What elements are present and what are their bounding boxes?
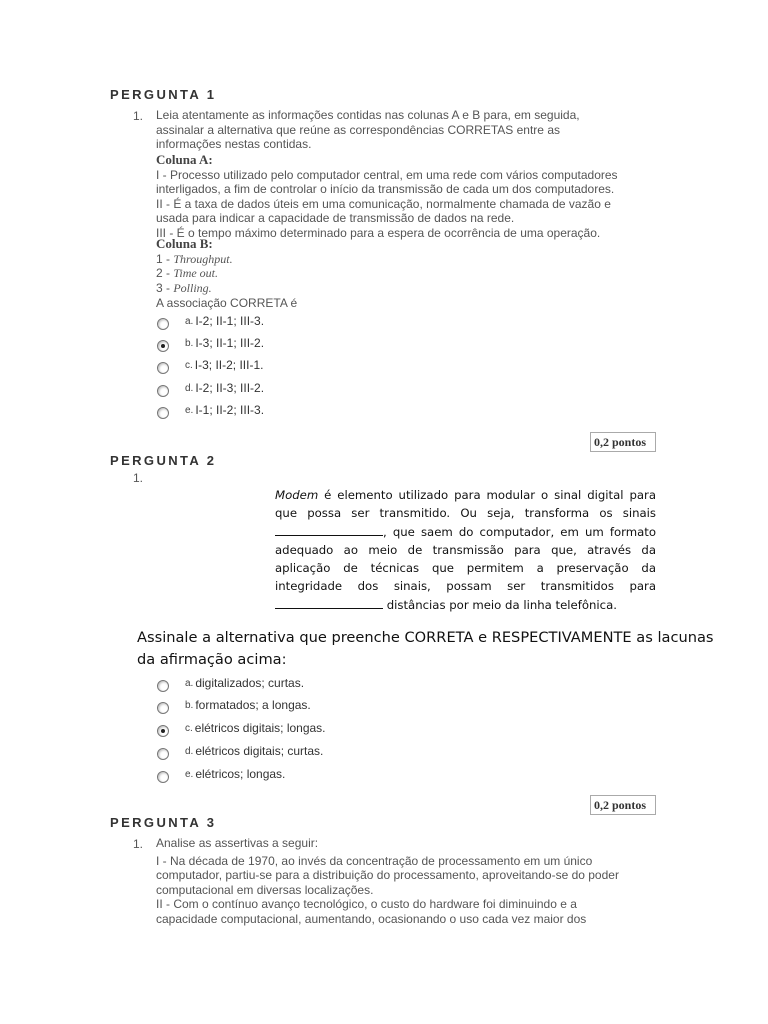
q2-option-c[interactable] bbox=[157, 719, 326, 737]
column-a-line: II - É a taxa de dados úteis em uma comunicação, normalmente chamada de vazão e bbox=[156, 196, 611, 211]
option-letter: c. bbox=[185, 359, 193, 371]
radio-button[interactable] bbox=[157, 385, 169, 397]
option-text: digitalizados; curtas. bbox=[195, 676, 305, 690]
question-2-instruction bbox=[137, 627, 714, 671]
question-3-text bbox=[156, 836, 676, 926]
paragraph-line: integridade dos sinais, possam ser transmitidos para bbox=[275, 579, 656, 594]
q1-option-b[interactable] bbox=[157, 334, 264, 352]
prompt-line: informações nestas contidas. bbox=[156, 137, 312, 151]
radio-button[interactable] bbox=[157, 407, 169, 419]
instruction-line: Assinale a alternativa que preenche CORRETA e RESPECTIVAMENTE as lacunas bbox=[137, 629, 714, 646]
q2-option-e[interactable] bbox=[157, 765, 285, 783]
q3-line: I - Na década de 1970, ao invés da concentração de processamento em um único bbox=[156, 853, 593, 868]
column-a-title: Coluna A: bbox=[156, 152, 213, 167]
question-3-number: 1. bbox=[133, 837, 144, 851]
question-1-number: 1. bbox=[133, 109, 144, 123]
option-text: formatados; a longas. bbox=[195, 698, 311, 712]
column-b-item bbox=[156, 266, 661, 281]
option-letter: e. bbox=[185, 404, 194, 416]
option-text: I-2; II-1; III-3. bbox=[195, 314, 265, 328]
paragraph-line bbox=[275, 486, 656, 504]
paragraph-line bbox=[275, 523, 656, 541]
question-2-heading: PERGUNTA 2 bbox=[110, 453, 217, 468]
q3-line: computacional em diversas localizações. bbox=[156, 882, 374, 897]
option-letter: b. bbox=[185, 337, 194, 349]
paragraph-line-text: distâncias por meio da linha telefônica. bbox=[383, 597, 617, 612]
option-text: I-1; II-2; III-3. bbox=[195, 403, 265, 417]
modem-term: Modem bbox=[275, 488, 319, 502]
column-b-item bbox=[156, 281, 661, 296]
q1-option-a[interactable] bbox=[157, 312, 264, 330]
column-a-line: I - Processo utilizado pelo computador central, em uma rede com vários computadores bbox=[156, 167, 618, 182]
column-a-line: III - É o tempo máximo determinado para a espera de ocorrência de uma operação. bbox=[156, 225, 601, 240]
option-letter: b. bbox=[185, 699, 194, 711]
option-text: elétricos digitais; longas. bbox=[194, 721, 326, 735]
q3-line: capacidade computacional, aumentando, ocasionando o uso cada vez maior dos bbox=[156, 911, 587, 926]
association-prompt: A associação CORRETA é bbox=[156, 296, 298, 310]
column-b-item-prefix: 3 - bbox=[156, 280, 174, 295]
option-text: elétricos digitais; curtas. bbox=[195, 744, 324, 758]
column-b-block bbox=[156, 237, 661, 311]
option-letter: d. bbox=[185, 745, 194, 757]
q3-line: computador, partiu-se para a distribuição do processamento, aproveitando-se do poder bbox=[156, 868, 619, 882]
question-1-heading: PERGUNTA 1 bbox=[110, 87, 217, 102]
instruction-line: da afirmação acima: bbox=[137, 651, 287, 668]
column-b-title: Coluna B: bbox=[156, 236, 213, 251]
paragraph-line: que possa ser transmitido. Ou seja, transforma os sinais bbox=[275, 506, 656, 521]
q2-option-d[interactable] bbox=[157, 742, 323, 760]
radio-button[interactable] bbox=[157, 748, 169, 760]
question-2-paragraph-image bbox=[275, 486, 656, 614]
option-letter: a. bbox=[185, 677, 194, 689]
q2-points-badge: 0,2 pontos bbox=[590, 795, 656, 815]
q2-option-b[interactable] bbox=[157, 696, 311, 714]
prompt-line: assinalar a alternativa que reúne as correspondências CORRETAS entre as bbox=[156, 122, 560, 137]
q2-option-a[interactable] bbox=[157, 674, 304, 692]
column-b-item-prefix: 2 - bbox=[156, 266, 174, 280]
column-b-item-term: Time out. bbox=[173, 266, 219, 280]
q1-points-badge: 0,2 pontos bbox=[590, 432, 656, 452]
column-b-item-term: Throughput. bbox=[173, 251, 233, 266]
option-letter: a. bbox=[185, 315, 194, 327]
radio-button[interactable] bbox=[157, 680, 169, 692]
option-letter: e. bbox=[185, 768, 194, 780]
question-3-heading: PERGUNTA 3 bbox=[110, 815, 217, 830]
blank-1 bbox=[275, 523, 383, 536]
blank-2 bbox=[275, 596, 383, 609]
column-a-line: usada para indicar a capacidade de transmissão de dados na rede. bbox=[156, 211, 515, 225]
prompt-line: Leia atentamente as informações contidas nas colunas A e B para, em seguida, bbox=[156, 108, 580, 122]
option-text: elétricos; longas. bbox=[195, 767, 286, 781]
paragraph-line-text: é elemento utilizado para modular o sinal digital para bbox=[318, 488, 656, 502]
paragraph-line bbox=[275, 596, 656, 614]
radio-button-selected[interactable] bbox=[157, 340, 169, 352]
q1-option-e[interactable] bbox=[157, 401, 264, 419]
paragraph-line-text: , que saem do computador, em um formato bbox=[383, 524, 656, 539]
question-1-prompt bbox=[156, 108, 661, 152]
radio-button[interactable] bbox=[157, 771, 169, 783]
paragraph-line: adequado ao meio de transmissão para que, através da bbox=[275, 542, 656, 557]
option-letter: d. bbox=[185, 382, 194, 394]
column-a-line: interligados, a fim de controlar o início da transmissão de cada um dos computadores. bbox=[156, 182, 615, 196]
option-letter: c. bbox=[185, 722, 193, 734]
q3-line: Analise as assertivas a seguir: bbox=[156, 836, 319, 850]
option-text: I-2; II-3; III-2. bbox=[195, 381, 265, 395]
radio-button[interactable] bbox=[157, 362, 169, 374]
column-a-block bbox=[156, 153, 661, 240]
option-text: I-3; II-2; III-1. bbox=[194, 358, 264, 372]
column-b-item-prefix: 1 - bbox=[156, 251, 174, 266]
radio-button[interactable] bbox=[157, 702, 169, 714]
question-2-number: 1. bbox=[133, 471, 144, 485]
q3-line: II - Com o contínuo avanço tecnológico, o custo do hardware foi diminuindo e a bbox=[156, 897, 577, 911]
radio-button[interactable] bbox=[157, 318, 169, 330]
column-b-item-term: Polling. bbox=[173, 280, 212, 295]
q1-option-d[interactable] bbox=[157, 379, 264, 397]
q1-option-c[interactable] bbox=[157, 356, 263, 374]
column-b-item bbox=[156, 252, 661, 267]
paragraph-line: aplicação de técnicas que permitem a preservação da bbox=[275, 561, 656, 576]
radio-button-selected[interactable] bbox=[157, 725, 169, 737]
option-text: I-3; II-1; III-2. bbox=[195, 336, 265, 350]
